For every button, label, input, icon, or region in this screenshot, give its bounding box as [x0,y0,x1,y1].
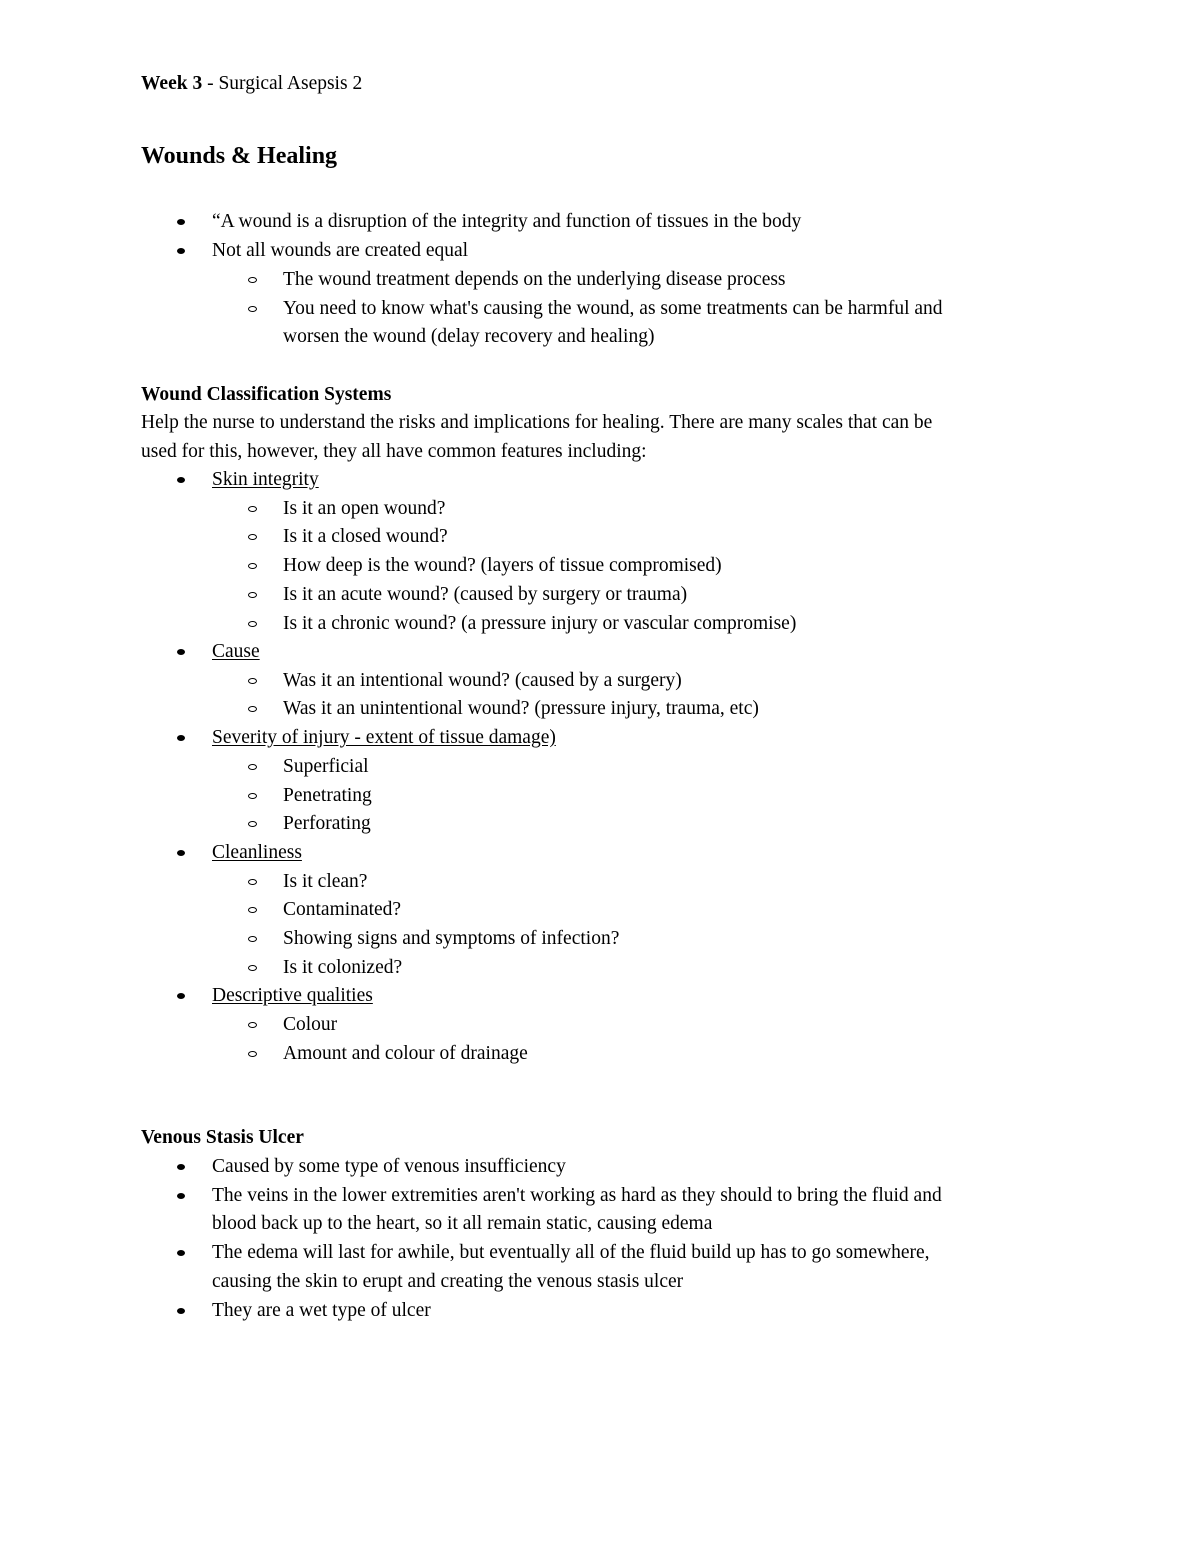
sub-list-item: Is it an open wound? [283,498,446,519]
list-item: “A wound is a disruption of the integrity and function of tissues in the body [212,211,802,232]
sub-bullet-icon [248,621,257,627]
sub-bullet-icon [248,821,257,827]
list-item-continuation: blood back up to the heart, so it all remain static, causing edema [212,1213,713,1234]
category-descriptive-qualities: Descriptive qualities [212,985,373,1006]
page-header [141,72,362,96]
bullet-icon [177,1164,185,1170]
sub-bullet-icon [248,592,257,598]
intro-text-line: used for this, however, they all have common features including: [141,441,647,462]
bullet-icon [177,649,185,655]
bullet-icon [177,1193,185,1199]
section-title-classification: Wound Classification Systems [141,384,392,405]
sub-list-item-continuation: worsen the wound (delay recovery and healing) [283,326,655,347]
section-title-wounds-healing: Wounds & Healing [141,143,338,169]
week-label: Week 3 [141,73,203,94]
sub-bullet-icon [248,277,257,283]
sub-list-item: Showing signs and symptoms of infection? [283,928,620,949]
sub-bullet-icon [248,1051,257,1057]
list-item: Caused by some type of venous insufficiency [212,1156,566,1177]
sub-list-item: Penetrating [283,785,372,806]
sub-list-item: How deep is the wound? (layers of tissue compromised) [283,555,722,576]
sub-list-item: Was it an unintentional wound? (pressure injury, trauma, etc) [283,698,759,719]
sub-list-item: You need to know what's causing the wound, as some treatments can be harmful and [283,298,943,319]
sub-bullet-icon [248,534,257,540]
bullet-icon [177,248,185,254]
sub-list-item: Was it an intentional wound? (caused by a surgery) [283,670,682,691]
sub-bullet-icon [248,965,257,971]
sub-bullet-icon [248,764,257,770]
sub-bullet-icon [248,678,257,684]
sub-list-item: Perforating [283,813,371,834]
sub-list-item: Colour [283,1014,338,1035]
list-item: Not all wounds are created equal [212,240,469,261]
sub-bullet-icon [248,706,257,712]
sub-bullet-icon [248,306,257,312]
intro-text-line: Help the nurse to understand the risks and implications for healing. There are many scales that can be [141,412,933,433]
sub-bullet-icon [248,907,257,913]
sub-list-item: Is it a closed wound? [283,526,448,547]
sub-bullet-icon [248,563,257,569]
sub-list-item: Contaminated? [283,899,402,920]
sub-list-item: Amount and colour of drainage [283,1043,528,1064]
category-skin-integrity: Skin integrity [212,469,319,490]
list-item-continuation: causing the skin to erupt and creating the venous stasis ulcer [212,1271,684,1292]
list-item: The veins in the lower extremities aren't working as hard as they should to bring the fluid and [212,1185,942,1206]
bullet-icon [177,219,185,225]
bullet-icon [177,993,185,999]
sub-bullet-icon [248,506,257,512]
sub-list-item: Superficial [283,756,369,777]
course-title: - Surgical Asepsis 2 [202,73,363,94]
category-cause: Cause [212,641,260,662]
section-title-venous-stasis-ulcer: Venous Stasis Ulcer [141,1127,304,1148]
sub-list-item: Is it colonized? [283,957,403,978]
list-item: The edema will last for awhile, but eventually all of the fluid build up has to go somewhere, [212,1242,930,1263]
sub-list-item: The wound treatment depends on the underlying disease process [283,269,786,290]
bullet-icon [177,477,185,483]
list-item: They are a wet type of ulcer [212,1300,431,1321]
sub-bullet-icon [248,936,257,942]
bullet-icon [177,1250,185,1256]
bullet-icon [177,1308,185,1314]
sub-bullet-icon [248,793,257,799]
sub-bullet-icon [248,879,257,885]
bullet-icon [177,735,185,741]
sub-list-item: Is it clean? [283,871,368,892]
sub-list-item: Is it an acute wound? (caused by surgery or trauma) [283,584,688,605]
sub-list-item: Is it a chronic wound? (a pressure injury or vascular compromise) [283,613,797,634]
bullet-icon [177,850,185,856]
sub-bullet-icon [248,1022,257,1028]
category-severity: Severity of injury - extent of tissue damage) [212,727,556,748]
category-cleanliness: Cleanliness [212,842,302,863]
